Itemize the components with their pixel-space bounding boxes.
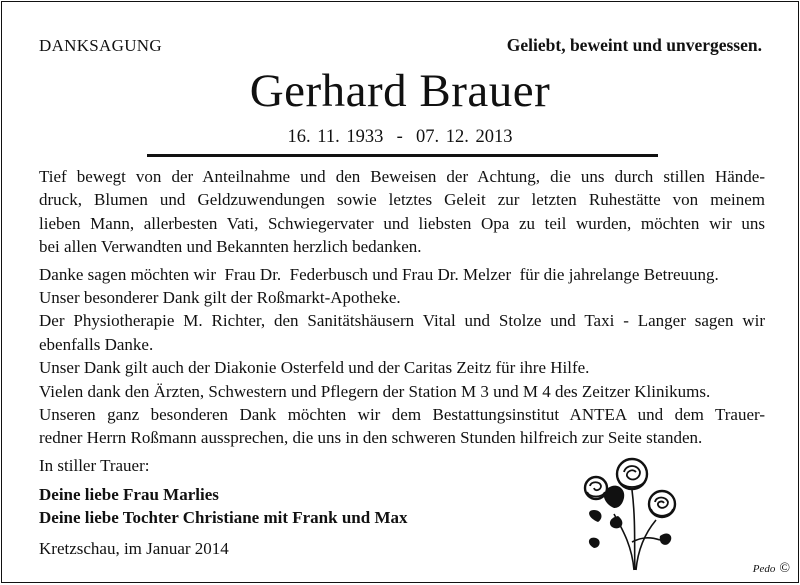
text-line: ebenfalls Danke. (39, 334, 154, 354)
text-line: druck, Blumen und Geldzuwendungen sowie letztes Geleit zur letzten Ruhestätte von meinem (39, 190, 765, 210)
motto: Geliebt, beweint und unvergessen. (506, 35, 762, 55)
text-line: lieben Mann, allerbesten Vati, Schwiegervater und liebsten Opa zu teil wurden, möchten wir uns (39, 213, 765, 233)
life-dates: 16. 11. 1933 - 07. 12. 2013 (287, 127, 513, 147)
paragraph-thanks (39, 165, 765, 259)
signature-wife: Deine liebe Frau Marlies (39, 485, 219, 504)
text-line: Der Physiotherapie M. Richter, den Sanitätshäusern Vital und Stolze und Taxi - Langer sagen wir (39, 311, 765, 331)
artist-credit (753, 561, 790, 577)
text-line: Tief bewegt von der Anteilnahme und den Beweisen der Achtung, die uns durch stillen Hände- (39, 167, 765, 186)
copyright-icon: © (779, 561, 790, 576)
text-line: Vielen dank den Ärzten, Schwestern und Pflegern der Station M 3 und M 4 des Zeitzer Klinikums. (39, 381, 711, 401)
paragraph-acknowledgements (39, 263, 765, 450)
divider-rule (147, 154, 658, 157)
text-line: Unser besonderer Dank gilt der Roßmarkt-Apotheke. (39, 288, 401, 308)
text-line: Danke sagen möchten wir Frau Dr. Federbusch und Frau Dr. Melzer für die jahrelange Betreuung. (39, 264, 719, 284)
signature-daughter: Deine liebe Tochter Christiane mit Frank und Max (39, 508, 408, 527)
obituary-notice (1, 1, 799, 583)
text-line: Unser Dank gilt auch der Diakonie Osterfeld und der Caritas Zeitz für ihre Hilfe. (39, 358, 590, 378)
notice-type-label: DANKSAGUNG (39, 36, 162, 55)
text-line: bei allen Verwandten und Bekannten herzlich bedanken. (39, 237, 422, 257)
mourning-line: In stiller Trauer: (39, 456, 150, 475)
text-line: Unseren ganz besonderen Dank möchten wir dem Bestattungsinstitut ANTEA und dem Trauer- (39, 405, 765, 425)
deceased-name: Gerhard Brauer (249, 65, 551, 117)
roses-icon (574, 452, 694, 574)
credit-signature: Pedo (752, 563, 776, 575)
thanks-text (39, 165, 765, 454)
text-line: redner Herrn Roßmann aussprechen, die uns in den schweren Stunden hilfreich zur Seite standen. (39, 428, 703, 448)
place-date: Kretzschau, im Januar 2014 (39, 539, 229, 558)
